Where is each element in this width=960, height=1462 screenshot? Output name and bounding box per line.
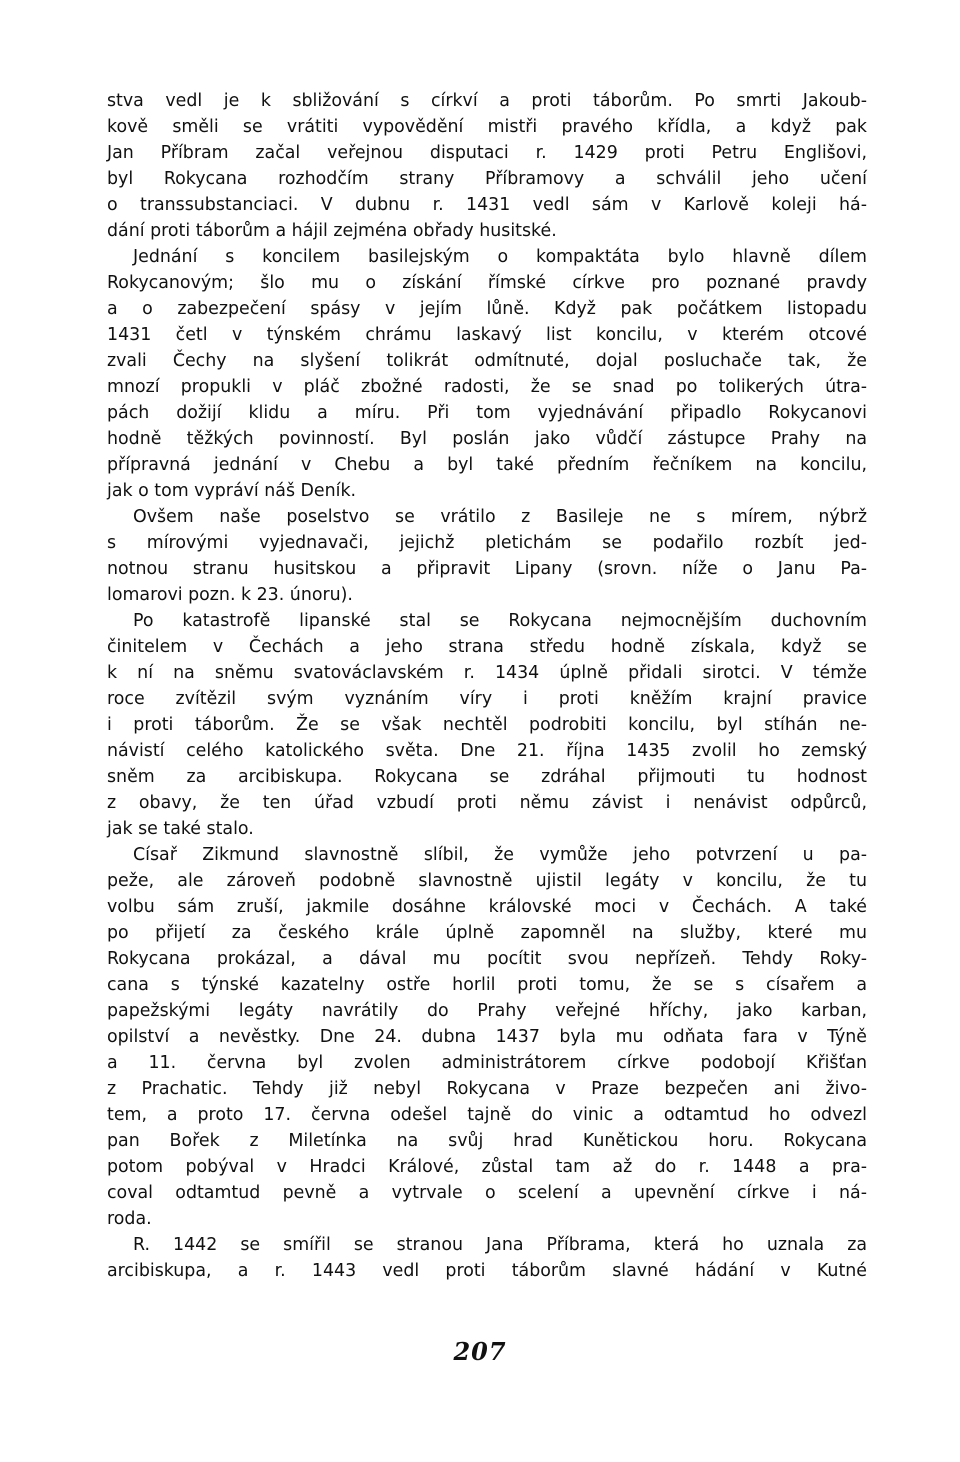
- text-line: mnozí propukli v pláč zbožné radosti, že se snad po tolikerých útra-: [107, 377, 867, 397]
- text-line: roce zvítězil svým vyznáním víry i proti kněžím krajní pravice: [107, 689, 867, 709]
- text-line: a 11. června byl zvolen administrátorem církve podobojí Křišťan: [107, 1053, 867, 1073]
- text-line: notnou stranu husitskou a připravit Lipany (srovn. níže o Janu Pa-: [107, 559, 867, 579]
- text-line: a o zabezpečení spásy v jejím lůně. Když pak počátkem listopadu: [107, 299, 867, 319]
- text-line: o transsubstanciaci. V dubnu r. 1431 vedl sám v Karlově koleji há-: [107, 195, 867, 215]
- text-line: opilství a nevěstky. Dne 24. dubna 1437 byla mu odňata fara v Týně: [107, 1027, 867, 1047]
- text-line: návistí celého katolického světa. Dne 21. října 1435 zvolil ho zemský: [107, 741, 867, 761]
- text-line: tem, a proto 17. června odešel tajně do vinic a odtamtud ho odvezl: [107, 1105, 867, 1125]
- text-line: po přijetí za českého krále úplně zapomněl na služby, které mu: [107, 923, 867, 943]
- text-line: s mírovými vyjednavači, jejichž pletichám se podařilo rozbít jed-: [107, 533, 867, 553]
- text-line: z obavy, že ten úřad vzbudí proti němu závist i nenávist odpůrců,: [107, 793, 867, 813]
- text-line: stva vedl je k sbližování s církví a proti táborům. Po smrti Jakoub-: [107, 91, 867, 111]
- text-line: roda.: [107, 1209, 152, 1229]
- paragraph-first-line: Císař Zikmund slavnostně slíbil, že vymůže jeho potvrzení u pa-: [133, 845, 867, 865]
- text-line: coval odtamtud pevně a vytrvale o scelení a upevnění církve i ná-: [107, 1183, 867, 1203]
- paragraph-first-line: Jednání s koncilem basilejským o kompaktáta bylo hlavně dílem: [133, 247, 867, 267]
- text-line: jak se také stalo.: [107, 819, 254, 839]
- text-line: Rokycana prokázal, a dával mu pocítit svou nepřízeň. Tehdy Roky-: [107, 949, 867, 969]
- text-line: arcibiskupa, a r. 1443 vedl proti táborům slavné hádání v Kutné: [107, 1261, 867, 1281]
- text-line: lomarovi pozn. k 23. únoru).: [107, 585, 353, 605]
- text-line: zvali Čechy na slyšení tolikrát odmítnuté, dojal posluchače tak, že: [107, 351, 867, 371]
- text-line: pan Bořek z Miletínka na svůj hrad Kunětickou horu. Rokycana: [107, 1131, 867, 1151]
- text-line: 1431 četl v týnském chrámu laskavý list koncilu, v kterém otcové: [107, 325, 867, 345]
- body-text: [107, 88, 867, 1284]
- text-line: i proti táborům. Že se však nechtěl podrobiti koncilu, byl stíhán ne-: [107, 715, 867, 735]
- text-line: pách dožijí klidu a míru. Při tom vyjednávání připadlo Rokycanovi: [107, 403, 867, 423]
- text-line: hodně těžkých povinností. Byl poslán jako vůdčí zástupce Prahy na: [107, 429, 867, 449]
- paragraph-first-line: Po katastrofě lipanské stal se Rokycana nejmocnějším duchovním: [133, 611, 867, 631]
- text-line: byl Rokycana rozhodčím strany Příbramovy a schválil jeho učení: [107, 169, 867, 189]
- text-line: dání proti táborům a hájil zejména obřady husitské.: [107, 221, 557, 241]
- paragraph-first-line: R. 1442 se smířil se stranou Jana Příbrama, která ho uznala za: [133, 1235, 867, 1255]
- text-line: k ní na sněmu svatováclavském r. 1434 úplně přidali sirotci. V témže: [107, 663, 867, 683]
- text-line: sněm za arcibiskupa. Rokycana se zdráhal přijmouti tu hodnost: [107, 767, 867, 787]
- text-line: činitelem v Čechách a jeho strana středu hodně získala, když se: [107, 637, 867, 657]
- text-line: peže, ale zároveň podobně slavnostně ujistil legáty v koncilu, že tu: [107, 871, 867, 891]
- text-line: jak o tom vypráví náš Deník.: [107, 481, 357, 501]
- text-line: papežskými legáty navrátily do Prahy veřejné hříchy, jako karban,: [107, 1001, 867, 1021]
- text-line: cana s týnské kazatelny ostře horlil proti tomu, že se s císařem a: [107, 975, 867, 995]
- paragraph-first-line: Ovšem naše poselstvo se vrátilo z Basileje ne s mírem, nýbrž: [133, 507, 867, 527]
- text-line: z Prachatic. Tehdy již nebyl Rokycana v Praze bezpečen ani živo-: [107, 1079, 867, 1099]
- text-line: volbu sám zruší, jakmile dosáhne královské moci v Čechách. A také: [107, 897, 867, 917]
- text-line: Jan Příbram začal veřejnou disputaci r. 1429 proti Petru Englišovi,: [107, 143, 867, 163]
- page-number: 207: [453, 1337, 507, 1366]
- text-line: Rokycanovým; šlo mu o získání římské církve pro poznané pravdy: [107, 273, 867, 293]
- text-line: potom pobýval v Hradci Králové, zůstal tam až do r. 1448 a pra-: [107, 1157, 867, 1177]
- text-line: přípravná jednání v Chebu a byl také předním řečníkem na koncilu,: [107, 455, 867, 475]
- text-line: kově směli se vrátiti vypovědění mistři pravého křídla, a když pak: [107, 117, 867, 137]
